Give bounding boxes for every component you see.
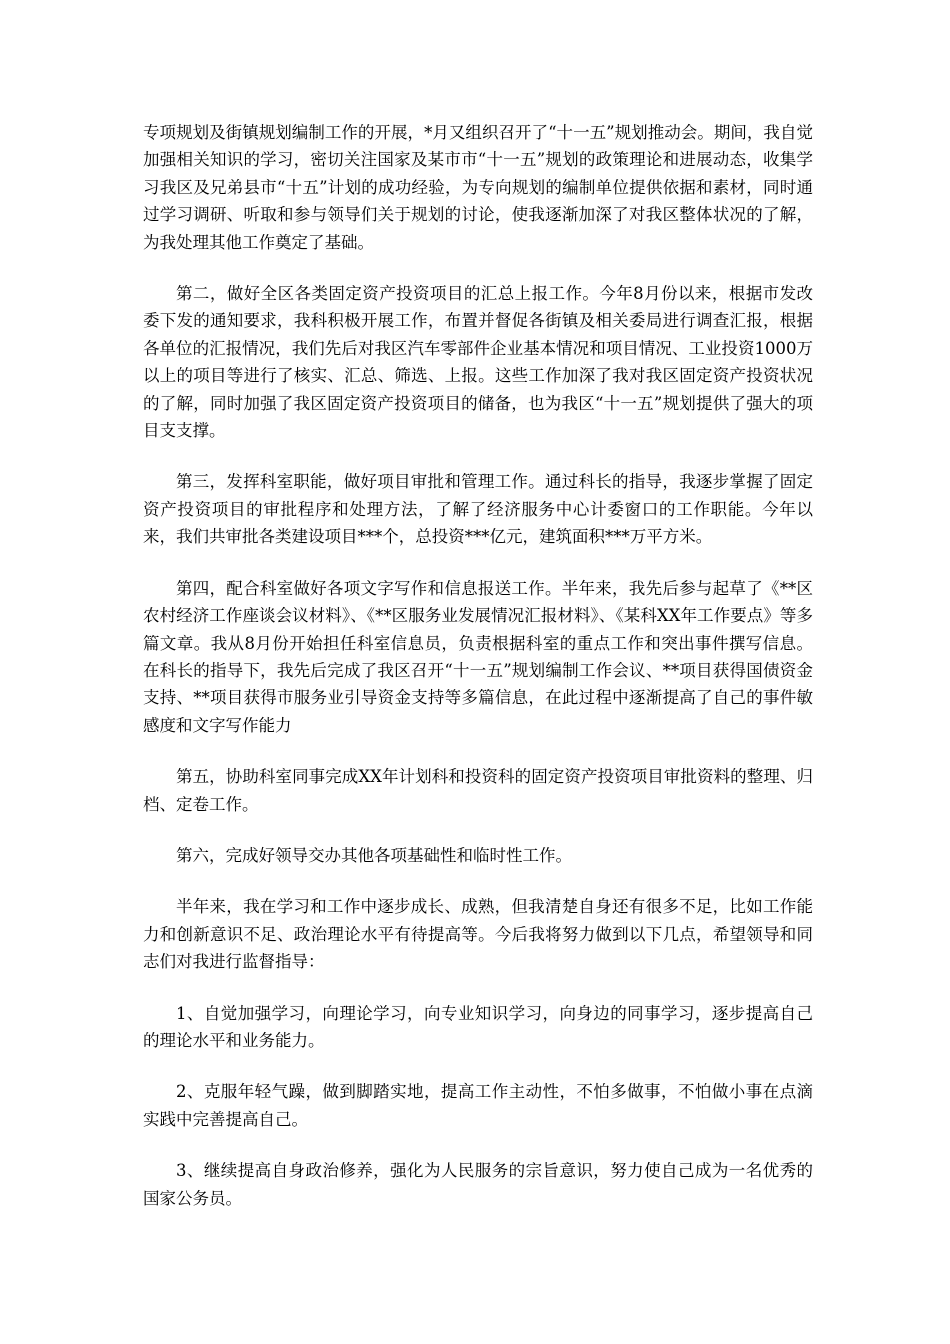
paragraph-summary: 半年来，我在学习和工作中逐步成长、成熟，但我清楚自身还有很多不足，比如工作能力和创新意识不足、政治理论水平有待提高等。今后我将努力做到以下几点，希望领导和同志们对我进行监督指导： [143,897,813,972]
paragraph-planning-work: 专项规划及街镇规划编制工作的开展，*月又组织召开了“十一五”规划推动会。期间，我自觉加强相关知识的学习，密切关注国家及某市市“十一五”规划的政策理论和进展动态，收集学习我区及兄弟县市“十五”计划的成功经验，为专向规划的编制单位提供依据和素材，同时通过学习调研、听取和参与领导们关于规划的讨论，使我逐渐加深了对我区整体状况的了解，为我处理其他工作奠定了基础。 [143,123,813,252]
paragraph-third: 第三，发挥科室职能，做好项目审批和管理工作。通过科长的指导，我逐步掌握了固定资产投资项目的审批程序和处理方法，了解了经济服务中心计委窗口的工作职能。今年以来，我们共审批各类建设项目***个，总投资***亿元，建筑面积***万平方米。 [143,472,813,547]
paragraph-item-3: 3、继续提高自身政治修养，强化为人民服务的宗旨意识，努力使自己成为一名优秀的国家公务员。 [143,1161,813,1208]
paragraph-fifth: 第五，协助科室同事完成XX年计划科和投资科的固定资产投资项目审批资料的整理、归档、定卷工作。 [143,767,813,814]
paragraph-item-2: 2、克服年轻气躁，做到脚踏实地，提高工作主动性，不怕多做事，不怕做小事在点滴实践中完善提高自己。 [143,1082,813,1129]
document-page [143,119,813,1236]
paragraph-fourth: 第四，配合科室做好各项文字写作和信息报送工作。半年来，我先后参与起草了《**区农村经济工作座谈会议材料》、《**区服务业发展情况汇报材料》、《某科XX年工作要点》等多篇文章。我从8月份开始担任科室信息员，负责根据科室的重点工作和突出事件撰写信息。在科长的指导下，我先后完成了我区召开“十一五”规划编制工作会议、**项目获得国债资金支持、**项目获得市服务业引导资金支持等多篇信息，在此过程中逐渐提高了自己的事件敏感度和文字写作能力 [143,578,813,735]
paragraph-sixth: 第六，完成好领导交办其他各项基础性和临时性工作。 [176,845,572,865]
paragraph-item-1: 1、自觉加强学习，向理论学习，向专业知识学习，向身边的同事学习，逐步提高自己的理论水平和业务能力。 [143,1003,813,1050]
paragraph-second: 第二，做好全区各类固定资产投资项目的汇总上报工作。今年8月份以来，根据市发改委下发的通知要求，我科积极开展工作，布置并督促各街镇及相关委局进行调查汇报，根据各单位的汇报情况，我们先后对我区汽车零部件企业基本情况和项目情况、工业投资1000万以上的项目等进行了核实、汇总、筛选、上报。这些工作加深了我对我区固定资产投资状况的了解，同时加强了我区固定资产投资项目的储备，也为我区“十一五”规划提供了强大的项目支支撑。 [143,284,813,441]
